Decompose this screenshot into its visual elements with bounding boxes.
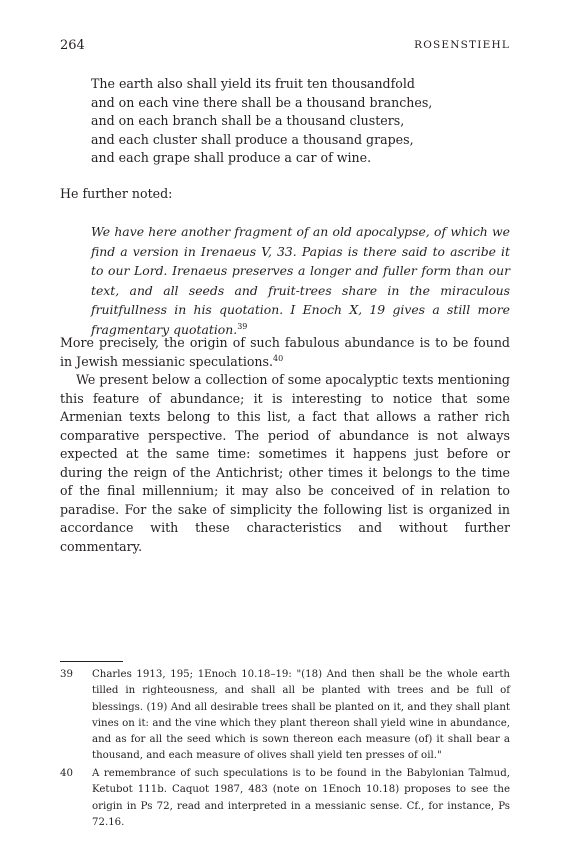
footnote-reference[interactable]: 39 — [237, 321, 248, 331]
paragraph-text: We present below a collection of some apocalyptic texts mentioning this feature of abundance; it is interesting to notice that some Armenian texts belong to this list, a fact that allows a rather rich comparative perspective. The period of abundance is not always expected at the same time: sometimes it happens just before or during the reign of the Antichrist; other times it belongs to the time of the final millennium; it may also be conceived of in relation to paradise. For the sake of simplicity the following list is organized in accordance with these characteristics and without further commentary. — [60, 372, 510, 554]
page-header — [60, 38, 510, 56]
verse-line: The earth also shall yield its fruit ten thousandfold — [91, 76, 415, 91]
footnote-number: 40 — [60, 768, 73, 779]
footnote-number: 39 — [60, 669, 73, 680]
verse-line: and on each vine there shall be a thousand branches, — [91, 94, 433, 110]
paragraph-text: More precisely, the origin of such fabulous abundance is to be found in Jewish messianic speculations. — [60, 335, 510, 369]
verse-line: and each grape shall produce a car of wine. — [91, 150, 372, 165]
footnote-text: Charles 1913, 195; 1Enoch 10.18–19: "(18) And then shall be the whole earth tilled in righteousness, and shall all be planted with trees and be full of blessings. (19) And all desirable trees shall be planted on it, and they shall plant vines on it: and the vine which they plant thereon shall yield wine in abundance, and as for all the seed which is sown thereon each measure (of) it shall bear a thousand, and each measure of olives shall yield ten presses of oil." — [92, 669, 510, 762]
verse-quotation — [91, 75, 511, 168]
block-quotation-text: We have here another fragment of an old apocalypse, of which we find a version in Irenaeus V, 33. Papias is there said to ascribe it to our Lord. Irenaeus preserves a longer and fuller form than our text, and all seeds and fruit-trees share in the miraculous fruitfullness in his quotation. I Enoch X, 19 gives a still more fragmentary quotation. — [91, 224, 510, 337]
paragraph — [60, 334, 510, 371]
footnote-text: A remembrance of such speculations is to be found in the Babylonian Talmud, Ketubot 111b. Caquot 1987, 483 (note on 1Enoch 10.18) proposes to see the origin in Ps 72, read and interpreted in a messianic sense. Cf., for instance, Ps 72.16. — [92, 768, 510, 828]
footnote-reference[interactable]: 40 — [273, 353, 284, 363]
footnote — [60, 766, 510, 831]
verse-line: and each cluster shall produce a thousand grapes, — [91, 131, 414, 147]
footnote — [60, 667, 510, 765]
footnote-divider — [60, 661, 123, 662]
running-head: ROSENSTIEHL — [414, 39, 510, 51]
block-quotation — [91, 222, 510, 339]
paragraph-further-noted: He further noted: — [60, 186, 173, 201]
paragraph — [60, 371, 510, 556]
page-number: 264 — [60, 38, 85, 53]
verse-line: and on each branch shall be a thousand clusters, — [91, 113, 405, 128]
